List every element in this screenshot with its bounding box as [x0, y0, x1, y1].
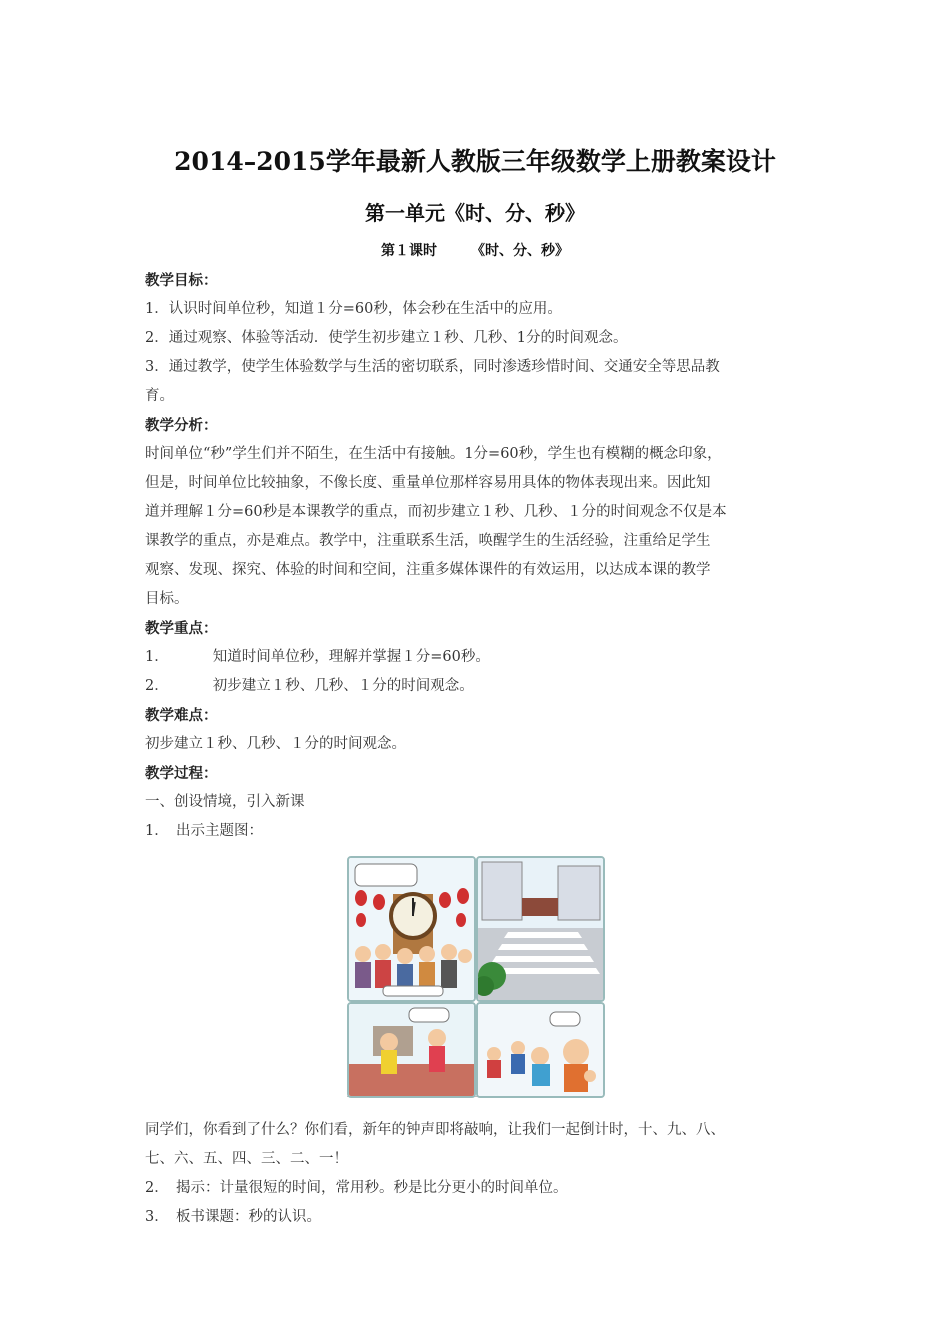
theme-figure-area	[145, 846, 815, 1116]
key-point-num: 2．	[145, 678, 169, 694]
lesson-topic: 《时、分、秒》	[471, 243, 569, 259]
key-point-item	[145, 672, 815, 701]
crosswalk-scene-drawing	[478, 858, 603, 1000]
goal-item: 2．通过观察、体验等活动．使学生初步建立１秒、几秒、1分的时间观念。	[145, 330, 628, 346]
key-point-text: 初步建立１秒、几秒、１分的时间观念。	[212, 678, 474, 694]
difficulties-heading: 教学难点：	[145, 707, 218, 724]
process-after-line: 同学们，你看到了什么？你们看，新年的钟声即将敲响，让我们一起倒计时，十、九、八、	[145, 1122, 725, 1138]
lesson-period: 第１课时	[381, 243, 437, 259]
goal-item: 3．通过教学，使学生体验数学与生活的密切联系，同时渗透珍惜时间、交通安全等思品教	[145, 359, 720, 375]
process-section-1: 一、创设情境，引入新课	[145, 794, 305, 810]
analysis-line: 但是，时间单位比较抽象，不像长度、重量单位那样容易用具体的物体表现出来。因此知	[145, 475, 711, 491]
theme-illustration	[347, 856, 601, 1097]
panel-crosswalk	[476, 856, 605, 1002]
key-point-num: 1．	[145, 649, 169, 665]
process-step-2: 2． 揭示：计量很短的时间，常用秒。秒是比分更小的时间单位。	[145, 1180, 568, 1196]
process-heading: 教学过程：	[145, 765, 218, 782]
goal-item: 育。	[145, 388, 174, 404]
analysis-heading: 教学分析：	[145, 417, 218, 434]
analysis-line: 道并理解１分=60秒是本课教学的重点，而初步建立１秒、几秒、１分的时间观念不仅是本	[145, 504, 727, 520]
analysis-line: 时间单位“秒”学生们并不陌生，在生活中有接触。1分=60秒，学生也有模糊的概念印象，	[145, 446, 722, 462]
process-after-line: 七、六、五、四、三、二、一！	[145, 1151, 348, 1167]
analysis-line: 目标。	[145, 591, 189, 607]
analysis-line: 观察、发现、探究、体验的时间和空间，注重多媒体课件的有效运用，以达成本课的教学	[145, 562, 711, 578]
analysis-line: 课教学的重点，亦是难点。教学中，注重联系生活，唤醒学生的生活经验，注重给足学生	[145, 533, 711, 549]
panel-new-year-clock	[347, 856, 476, 1002]
children-scene-drawing	[349, 1004, 474, 1096]
playing-scene-drawing	[478, 1004, 603, 1096]
document-body	[145, 266, 815, 1232]
panel-children-talking	[347, 1002, 476, 1098]
lesson-title	[0, 240, 950, 260]
document-title: 2014–2015学年最新人教版三年级数学上册教案设计	[174, 147, 776, 176]
key-point-text: 知道时间单位秒，理解并掌握１分=60秒。	[212, 649, 490, 665]
unit-title: 第一单元《时、分、秒》	[365, 201, 585, 225]
process-step-3: 3． 板书课题：秒的认识。	[145, 1209, 321, 1225]
clock-scene-drawing	[349, 858, 474, 1000]
panel-kids-playing	[476, 1002, 605, 1098]
key-point-item	[145, 643, 815, 672]
process-step-1: 1． 出示主题图：	[145, 823, 263, 839]
goals-heading: 教学目标：	[145, 272, 218, 289]
goal-item: 1．认识时间单位秒，知道１分=60秒，体会秒在生活中的应用。	[145, 301, 562, 317]
difficulties-text: 初步建立１秒、几秒、１分的时间观念。	[145, 736, 406, 752]
key-points-heading: 教学重点：	[145, 620, 218, 637]
